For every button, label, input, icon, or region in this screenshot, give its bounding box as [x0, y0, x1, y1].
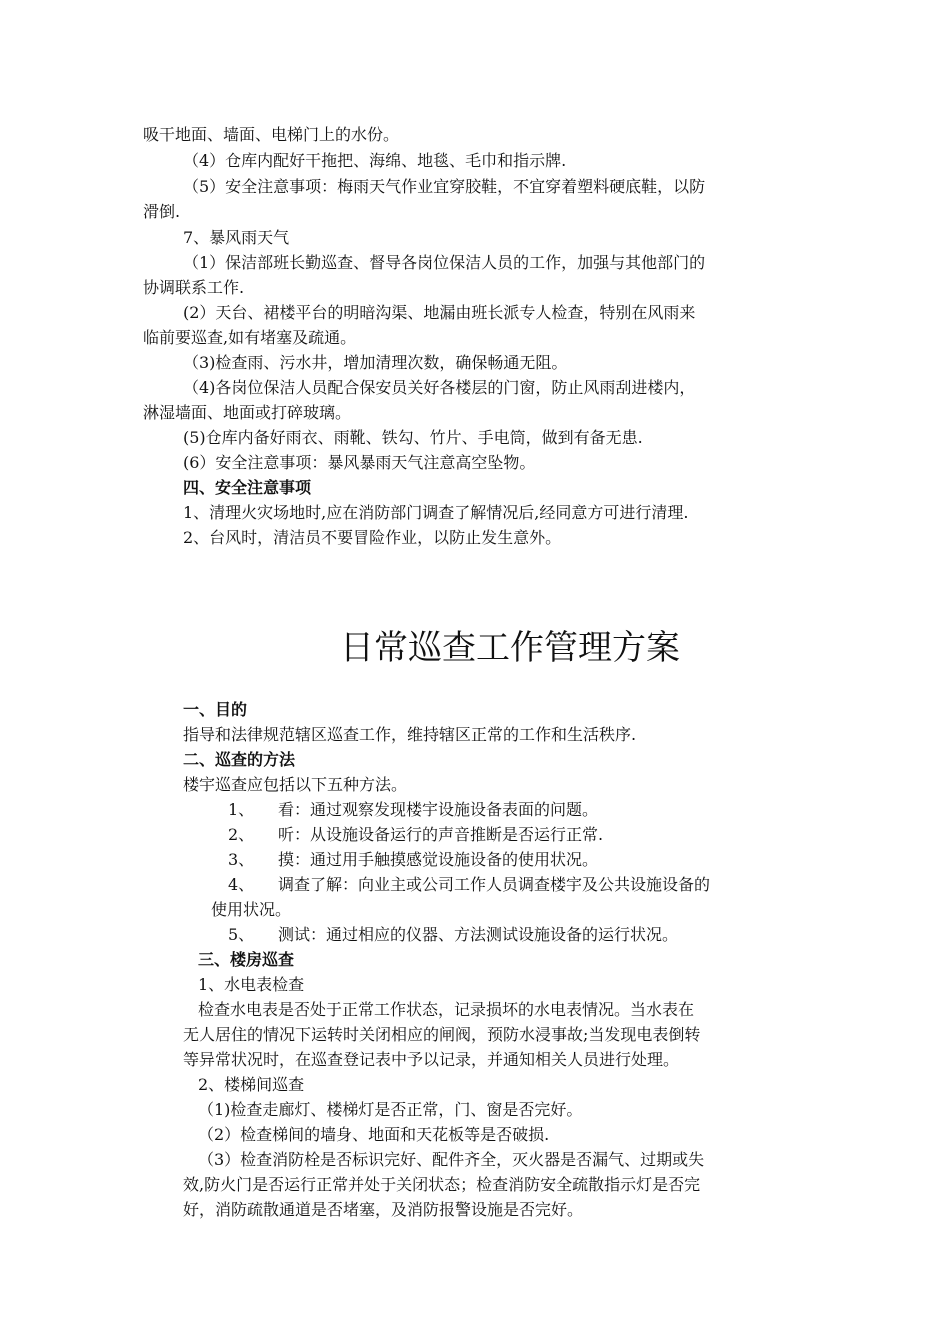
- section-heading: 二、巡查的方法: [183, 750, 296, 769]
- text-line: 等异常状况时，在巡查登记表中予以记录，并通知相关人员进行处理。: [183, 1050, 680, 1069]
- text-line: 吸干地面、墙面、电梯门上的水份。: [143, 125, 400, 144]
- method-text: 摸：通过用手触摸感觉设施设备的使用状况。: [278, 850, 599, 869]
- text-line: (6）安全注意事项：暴风暴雨天气注意高空坠物。: [183, 453, 536, 472]
- text-line: （4）仓库内配好干拖把、海绵、地毯、毛巾和指示牌.: [183, 151, 567, 170]
- method-text: 听：从设施设备运行的声音推断是否运行正常.: [278, 825, 604, 844]
- method-text: 测试：通过相应的仪器、方法测试设施设备的运行状况。: [278, 925, 679, 944]
- text-line: （4)各岗位保洁人员配合保安员关好各楼层的门窗，防止风雨刮进楼内，: [183, 378, 696, 397]
- method-item: [228, 923, 678, 947]
- method-number: 5、: [228, 925, 255, 944]
- section-heading: 四、安全注意事项: [183, 478, 312, 497]
- subsection-heading: 1、水电表检查: [198, 975, 305, 994]
- text-line: （2）检查梯间的墙身、地面和天花板等是否破损.: [198, 1125, 550, 1144]
- text-line: 淋湿墙面、地面或打碎玻璃。: [143, 403, 352, 422]
- method-number: 3、: [228, 850, 255, 869]
- text-line: （5）安全注意事项：梅雨天气作业宜穿胶鞋，不宜穿着塑料硬底鞋，以防: [183, 177, 706, 196]
- text-line: 好，消防疏散通道是否堵塞，及消防报警设施是否完好。: [183, 1200, 584, 1219]
- text-line: （1)检查走廊灯、楼梯灯是否正常，门、窗是否完好。: [198, 1100, 583, 1119]
- section-heading: 三、楼房巡查: [198, 950, 295, 969]
- subsection-heading: 2、楼梯间巡查: [198, 1075, 305, 1094]
- method-item: [228, 823, 603, 847]
- text-line: 滑倒.: [143, 202, 181, 221]
- text-line: 检查水电表是否处于正常工作状态，记录损坏的水电表情况。当水表在: [198, 1000, 695, 1019]
- method-item: [228, 873, 710, 897]
- text-line: （3）检查消防栓是否标识完好、配件齐全，灭火器是否漏气、过期或失: [198, 1150, 705, 1169]
- text-line: 使用状况。: [211, 900, 292, 919]
- text-line: 临前要巡查,如有堵塞及疏通。: [143, 328, 357, 347]
- section-heading: 一、目的: [183, 700, 248, 719]
- method-number: 1、: [228, 800, 255, 819]
- text-line: （1）保洁部班长勤巡查、督导各岗位保洁人员的工作，加强与其他部门的: [183, 253, 706, 272]
- text-line: 1、清理火灾场地时,应在消防部门调查了解情况后,经同意方可进行清理.: [183, 503, 689, 522]
- method-item: [228, 798, 598, 822]
- text-line: 7、暴风雨天气: [183, 228, 290, 247]
- page-title: 日常巡查工作管理方案: [340, 628, 680, 668]
- text-line: 无人居住的情况下运转时关闭相应的闸阀，预防水浸事故;当发现电表倒转: [183, 1025, 701, 1044]
- method-number: 2、: [228, 825, 255, 844]
- method-number: 4、: [228, 875, 255, 894]
- text-line: (2）天台、裙楼平台的明暗沟渠、地漏由班长派专人检查，特别在风雨来: [183, 303, 696, 322]
- text-line: (5)仓库内备好雨衣、雨靴、铁勾、竹片、手电筒，做到有备无患.: [183, 428, 643, 447]
- method-item: [228, 848, 598, 872]
- text-line: 2、台风时，清洁员不要冒险作业，以防止发生意外。: [183, 528, 562, 547]
- text-line: 楼宇巡查应包括以下五种方法。: [183, 775, 408, 794]
- text-line: 协调联系工作.: [143, 278, 245, 297]
- text-line: （3)检查雨、污水井，增加清理次数，确保畅通无阻。: [183, 353, 568, 372]
- method-text: 调查了解：向业主或公司工作人员调查楼宇及公共设施设备的: [278, 875, 711, 894]
- text-line: 效,防火门是否运行正常并处于关闭状态；检查消防安全疏散指示灯是否完: [183, 1175, 701, 1194]
- method-text: 看：通过观察发现楼宇设施设备表面的问题。: [278, 800, 599, 819]
- text-line: 指导和法律规范辖区巡查工作，维持辖区正常的工作和生活秩序.: [183, 725, 637, 744]
